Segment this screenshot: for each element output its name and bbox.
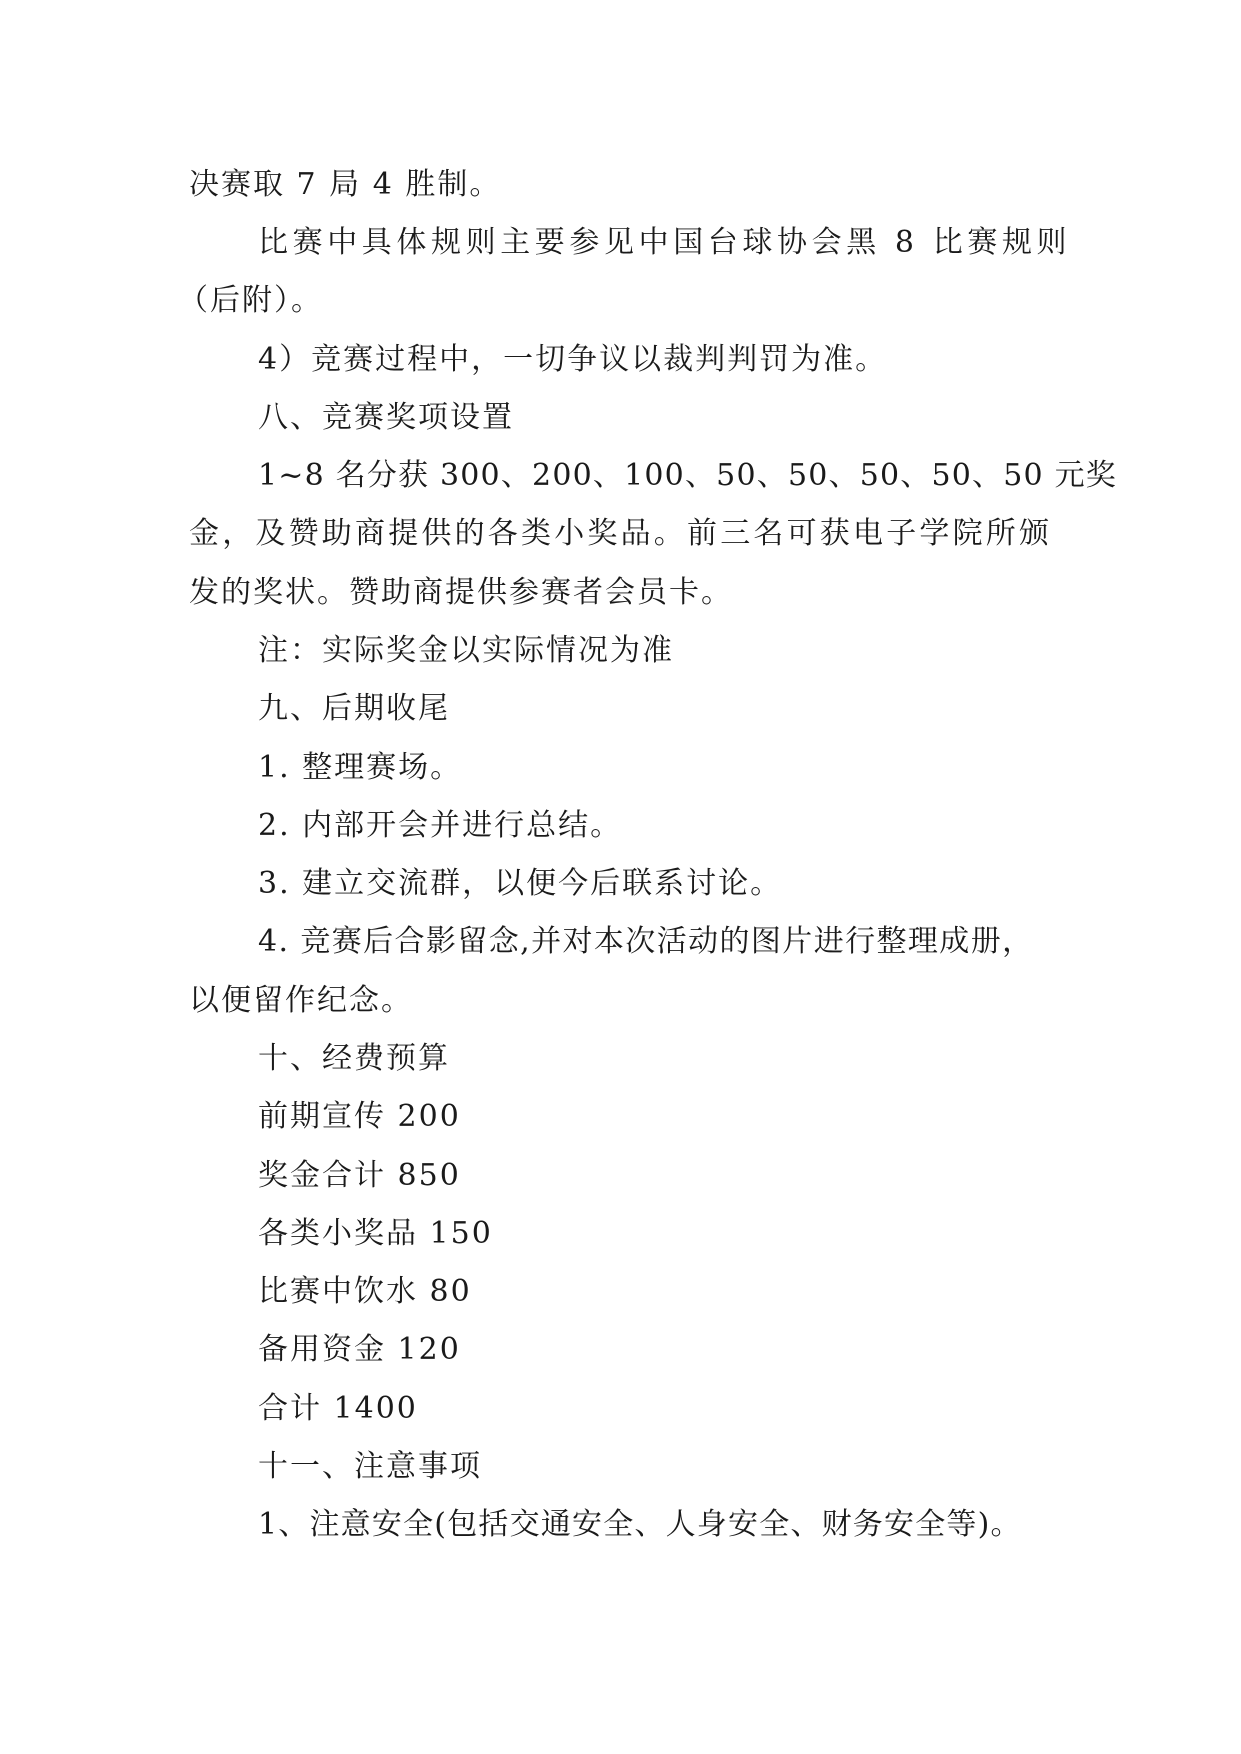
text-line-prize-note: 注：实际奖金以实际情况为准 xyxy=(258,633,674,668)
section-heading-precautions: 十一、注意事项 xyxy=(258,1449,482,1484)
section-heading-wrapup: 九、后期收尾 xyxy=(258,691,450,726)
text-line-rules-reference: 比赛中具体规则主要参见中国台球协会黑 8 比赛规则 xyxy=(258,225,1072,260)
budget-total: 合计 1400 xyxy=(258,1391,418,1426)
list-item-create-group: 3. 建立交流群，以便今后联系讨论。 xyxy=(258,866,783,901)
list-item-group-photo-cont: 以便留作纪念。 xyxy=(189,983,413,1018)
list-item-clean-venue: 1. 整理赛场。 xyxy=(258,750,463,785)
text-line-disputes: 4）竞赛过程中，一切争议以裁判判罚为准。 xyxy=(258,342,888,377)
budget-item-publicity: 前期宣传 200 xyxy=(258,1099,461,1134)
text-line-certificates: 发的奖状。赞助商提供参赛者会员卡。 xyxy=(189,575,733,610)
text-line-prize-amounts: 1~8 名分获 300、200、100、50、50、50、50、50 元奖 xyxy=(258,458,1117,493)
text-line-rules-appendix: （后附）。 xyxy=(178,283,323,318)
list-item-group-photo: 4. 竞赛后合影留念,并对本次活动的图片进行整理成册， xyxy=(258,924,1034,959)
budget-item-prize-money: 奖金合计 850 xyxy=(258,1158,461,1193)
text-line-prize-items: 金，及赞助商提供的各类小奖品。前三名可获电子学院所颁 xyxy=(189,516,1053,551)
list-item-safety: 1、注意安全(包括交通安全、人身安全、财务安全等)。 xyxy=(258,1507,1022,1542)
section-heading-awards: 八、竞赛奖项设置 xyxy=(258,400,514,435)
section-heading-budget: 十、经费预算 xyxy=(258,1041,450,1076)
budget-item-small-prizes: 各类小奖品 150 xyxy=(258,1216,493,1251)
text-line-final-format: 决赛取 7 局 4 胜制。 xyxy=(189,167,502,202)
budget-item-drinks: 比赛中饮水 80 xyxy=(258,1274,472,1309)
list-item-internal-meeting: 2. 内部开会并进行总结。 xyxy=(258,808,623,843)
budget-item-reserve: 备用资金 120 xyxy=(258,1332,461,1367)
